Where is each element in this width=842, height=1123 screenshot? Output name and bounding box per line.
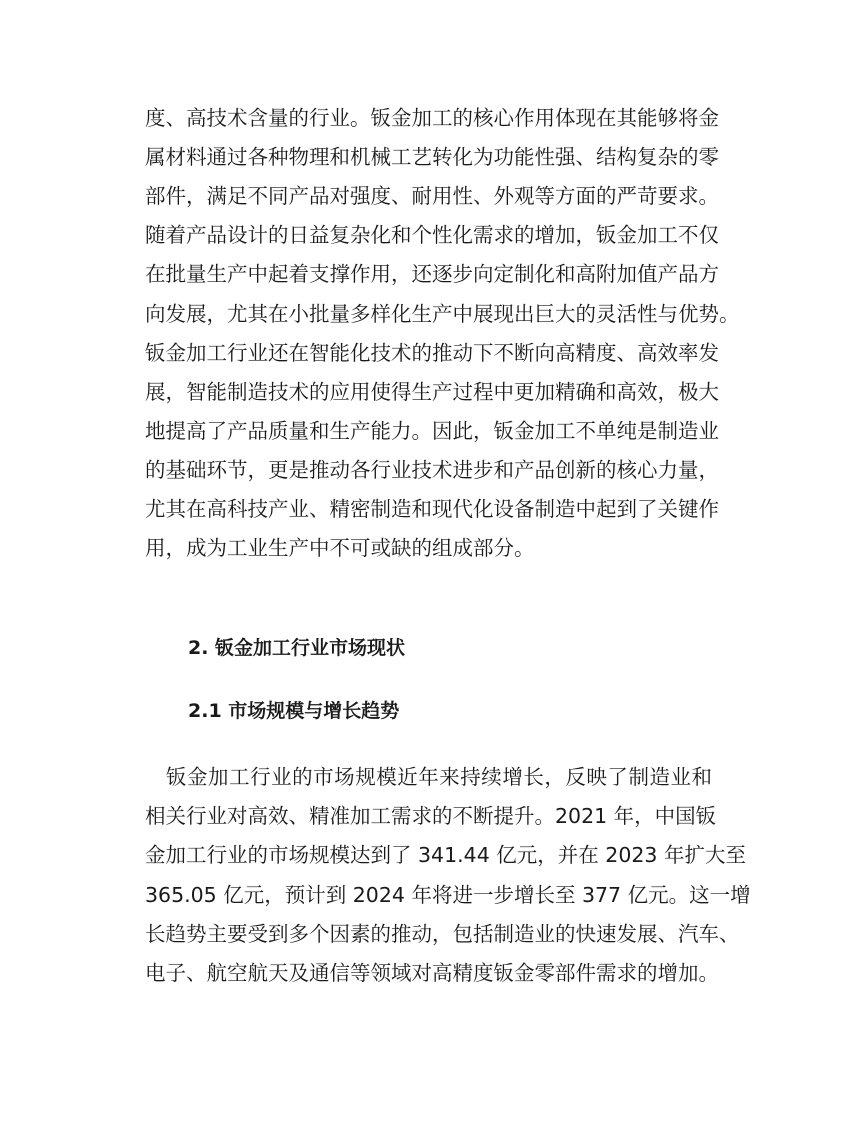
text-line: 电子、航空航天及通信等领域对高精度钣金零部件需求的增加。 xyxy=(145,961,719,985)
text-line: 相关行业对高效、精准加工需求的不断提升。2021 年，中国钣 xyxy=(145,804,717,829)
text-line: 长趋势主要受到多个因素的推动，包括制造业的快速发展、汽车、 xyxy=(145,921,740,946)
text-line: 展，智能制造技术的应用使得生产过程中更加精确和高效，极大 xyxy=(145,379,719,404)
section-heading-2-1: 2.1 市场规模与增长趋势 xyxy=(188,700,400,722)
text-line: 部件，满足不同产品对强度、耐用性、外观等方面的严苛要求。 xyxy=(145,184,719,209)
text-line: 钣金加工行业还在智能化技术的推动下不断向高精度、高效率发 xyxy=(145,340,719,365)
text-line: 属材料通过各种物理和机械工艺转化为功能性强、结构复杂的零 xyxy=(145,145,719,170)
text-line: 向发展，尤其在小批量多样化生产中展现出巨大的灵活性与优势。 xyxy=(145,301,740,326)
section-heading-2: 2. 钣金加工行业市场现状 xyxy=(188,637,406,659)
text-line: 钣金加工行业的市场规模近年来持续增长，反映了制造业和 xyxy=(145,765,712,789)
text-line: 在批量生产中起着支撑作用，还逐步向定制化和高附加值产品方 xyxy=(145,262,719,287)
text-line: 的基础环节，更是推动各行业技术进步和产品创新的核心力量， xyxy=(145,457,719,482)
text-line: 随着产品设计的日益复杂化和个性化需求的增加，钣金加工不仅 xyxy=(145,223,719,248)
text-line: 用，成为工业生产中不可或缺的组成部分。 xyxy=(145,536,535,561)
text-line: 尤其在高科技产业、精密制造和现代化设备制造中起到了关键作 xyxy=(145,497,719,521)
text-line: 金加工行业的市场规模达到了 341.44 亿元，并在 2023 年扩大至 xyxy=(145,843,746,868)
text-line: 365.05 亿元，预计到 2024 年将进一步增长至 377 亿元。这一增 xyxy=(145,882,751,907)
text-line: 地提高了产品质量和生产能力。因此，钣金加工不单纯是制造业 xyxy=(145,418,719,443)
text-line: 度、高技术含量的行业。钣金加工的核心作用体现在其能够将金 xyxy=(145,106,719,130)
